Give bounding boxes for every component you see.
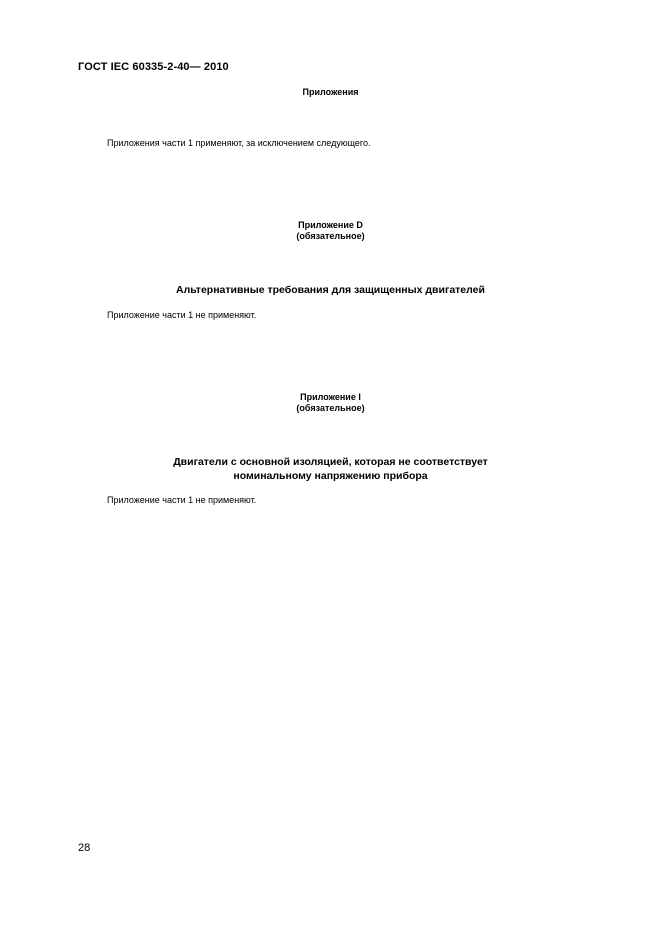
- annex-d-status: (обязательное): [296, 231, 365, 241]
- annex-d-heading: Альтернативные требования для защищенных двигателей: [176, 284, 485, 296]
- appendices-intro-text: Приложения части 1 применяют, за исключением следующего.: [107, 138, 371, 148]
- appendices-title: Приложения: [302, 87, 359, 97]
- annex-i-heading-line2: номинальному напряжению прибора: [233, 470, 428, 482]
- annex-d-label: Приложение D: [298, 220, 363, 230]
- document-code-header: ГОСТ IEC 60335-2-40— 2010: [78, 61, 229, 73]
- annex-i-text: Приложение части 1 не применяют.: [107, 495, 257, 505]
- annex-i-heading-line1: Двигатели с основной изоляцией, которая не соответствует: [173, 456, 488, 468]
- annex-i-label: Приложение I: [300, 392, 361, 402]
- page-number: 28: [78, 842, 91, 854]
- annex-i-status: (обязательное): [296, 403, 365, 413]
- annex-d-text: Приложение части 1 не применяют.: [107, 310, 257, 320]
